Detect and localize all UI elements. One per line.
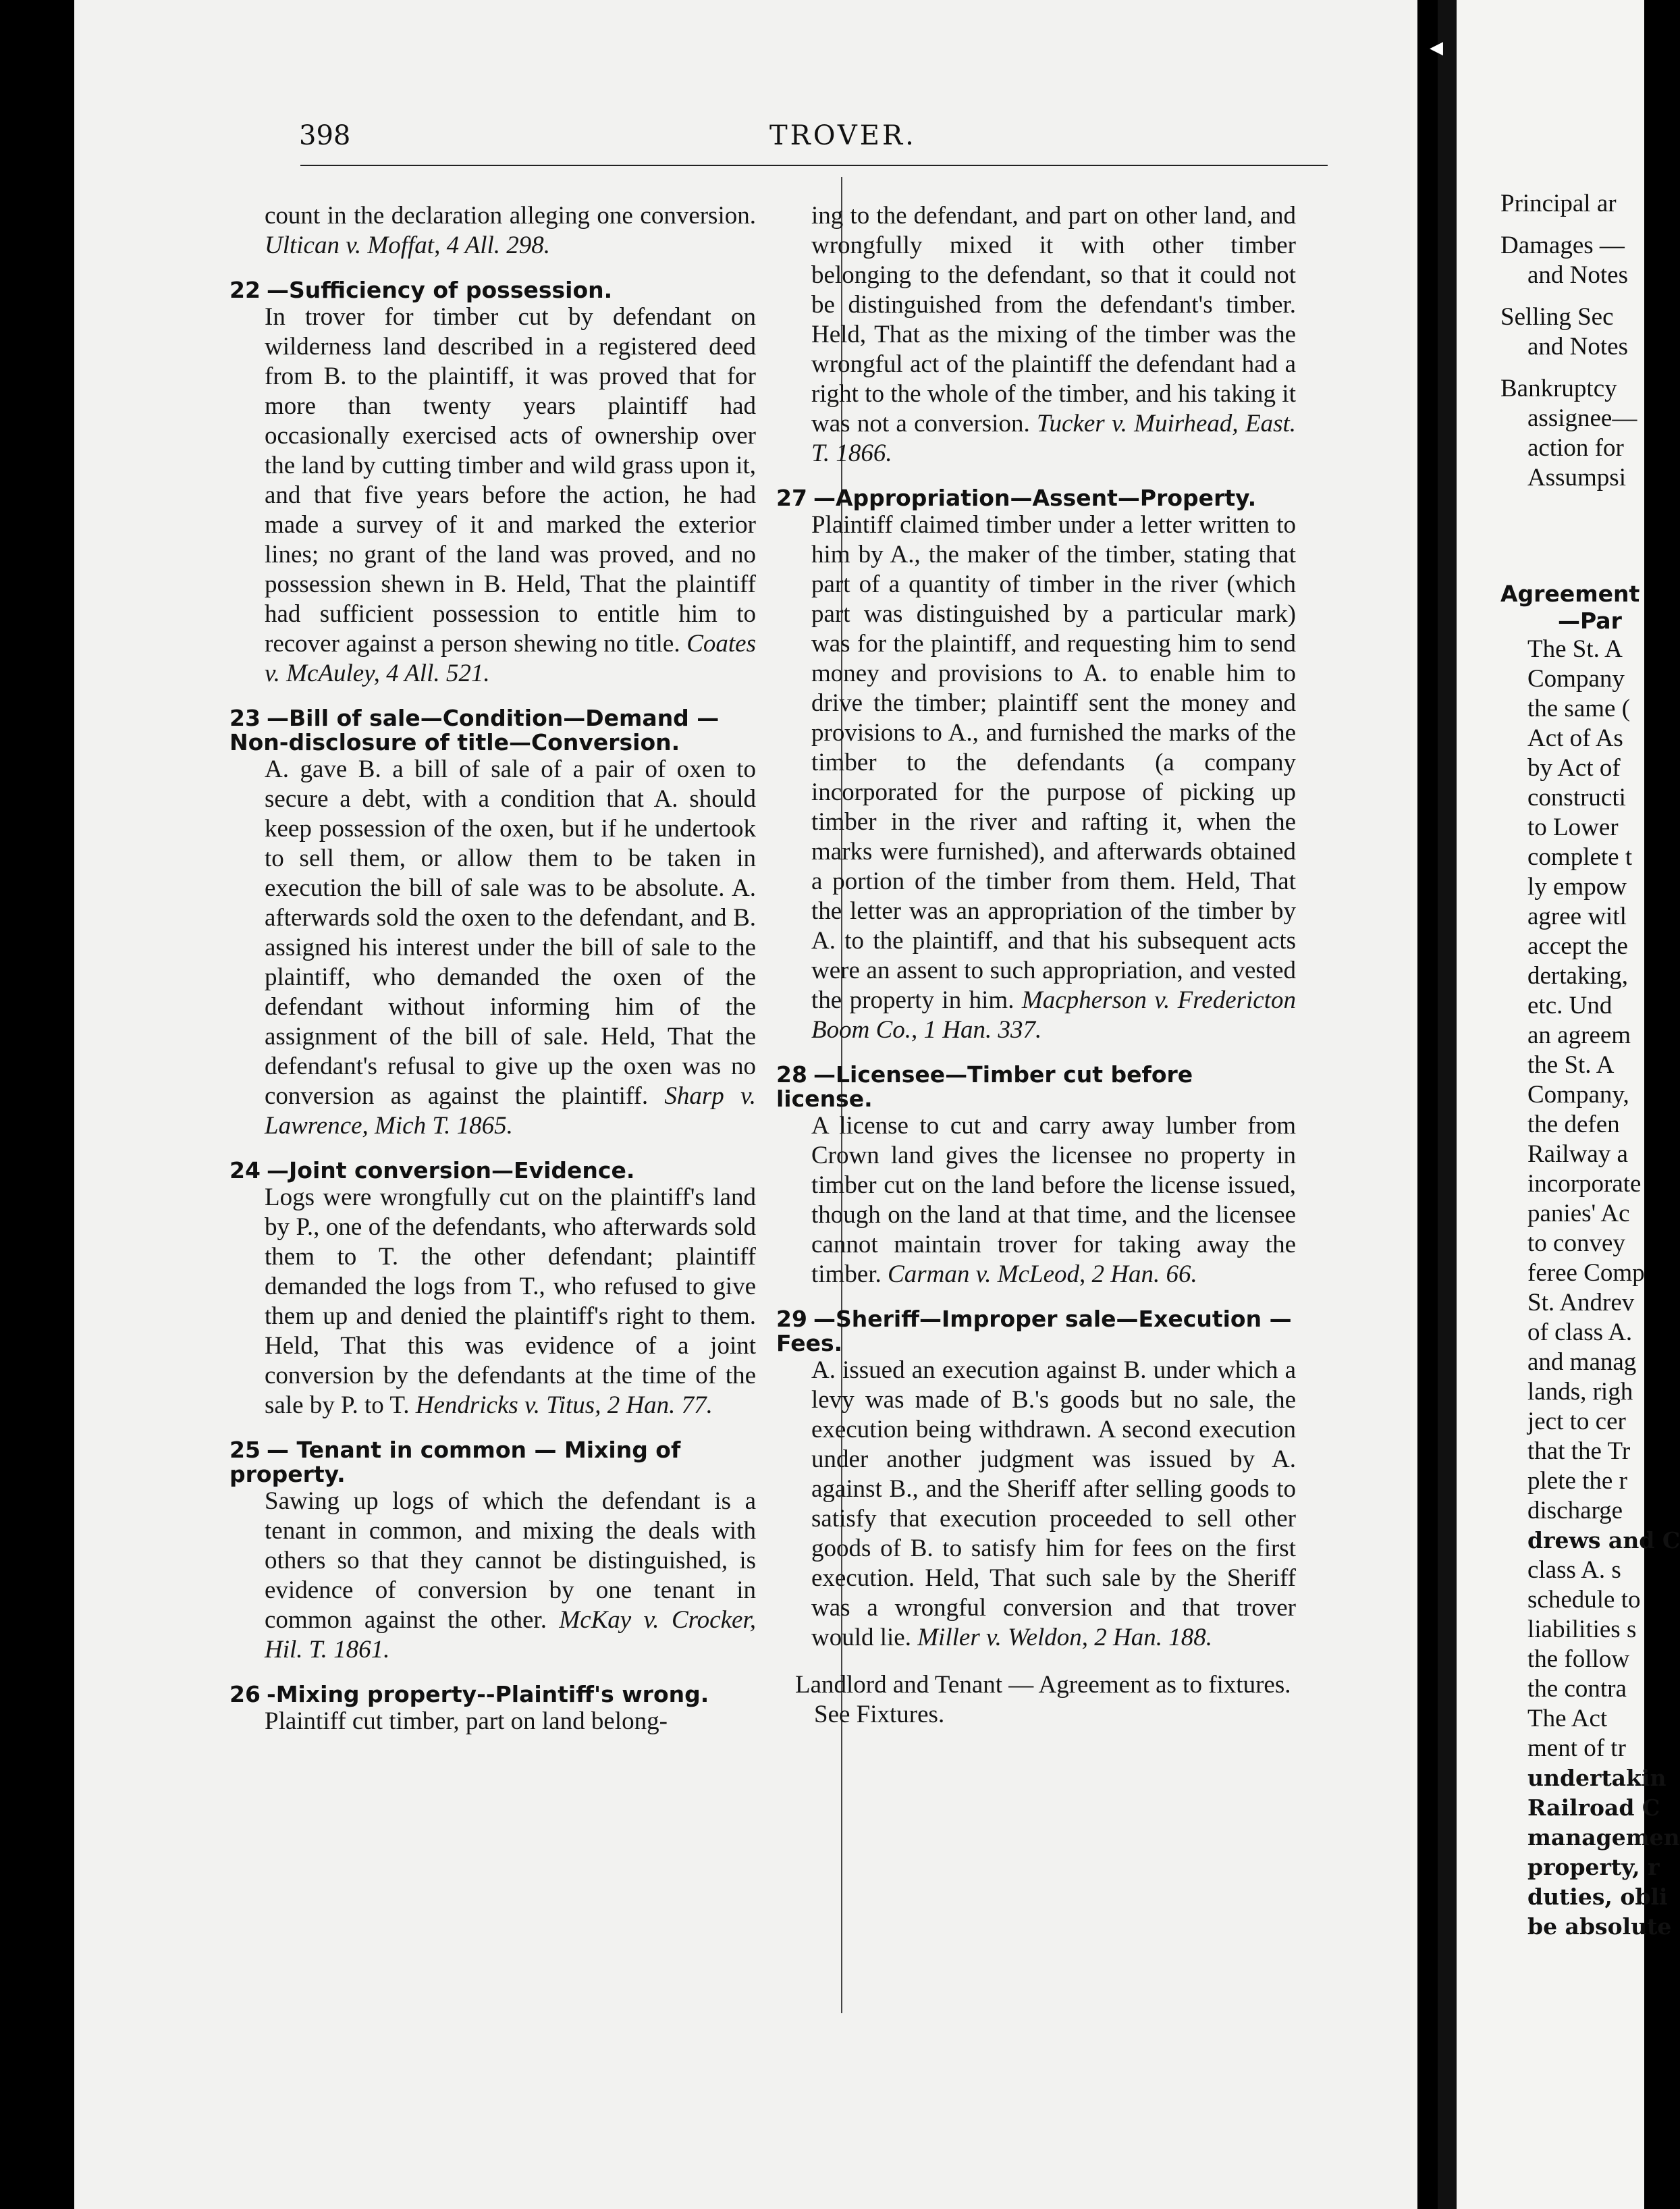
continuation-text: count in the declaration alleging one conversion. Ultican v. Moffat, 4 All. 298.: [265, 202, 756, 259]
facing-body-line: Railway a: [1527, 1140, 1628, 1168]
facing-body-line: the contra: [1527, 1675, 1627, 1703]
facing-body-line: to Lower: [1527, 814, 1619, 841]
header-rule: [300, 165, 1328, 166]
left-page: [74, 0, 1417, 2209]
page-header: [74, 115, 1417, 162]
entry-heading: 28 —Licensee—Timber cut before license.: [776, 1061, 1193, 1112]
entry-number: 24: [229, 1157, 261, 1183]
case-citation: Sharp v. Lawrence, Mich T. 1865.: [265, 1082, 757, 1140]
facing-body-line: of class A.: [1527, 1319, 1633, 1346]
facing-body-line: St. Andrev: [1527, 1289, 1635, 1316]
entry-body: A. gave B. a bill of sale of a pair of oxen to secure a debt, with a condition that A. should keep possession of the oxen, but if he undertook to sell them, or allow them to be taken in execution the bill of sale was to be absolute. A. afterwards sold the oxen to the defendant, and B. assigned his interest under the bill of sale to the plaintiff, who demanded the oxen of the defendant without informing him of the assignment of the bill of sale. Held, That the defendant's refusal to give up the oxen was no conversion as against the plaintiff. Sharp v. Lawrence, Mich T. 1865.: [265, 755, 757, 1140]
entry-heading: 23 —Bill of sale—Condition—Demand —Non-disclosure of title—Conversion.: [229, 705, 720, 755]
facing-body-line: Railroad C: [1527, 1794, 1660, 1821]
facing-body-line: class A. s: [1527, 1556, 1621, 1584]
facing-body-line: the St. A: [1527, 1051, 1615, 1079]
facing-body-line: lands, righ: [1527, 1378, 1633, 1406]
facing-body-line: an agreem: [1527, 1021, 1631, 1049]
right-column: [776, 201, 1296, 1730]
facing-body-line: the follow: [1527, 1645, 1630, 1673]
facing-body-line: dertaking,: [1527, 962, 1628, 990]
facing-body-line: drews and C: [1527, 1527, 1680, 1553]
entry-25: [229, 1438, 756, 1665]
facing-line: Damages —: [1500, 232, 1625, 259]
entry-body: Plaintiff claimed timber under a letter written to him by A., the maker of the timber, stating that part of a quantity of timber in the river (which part was distinguished by a particular mark) was for the plaintiff, and requesting him to send money and provisions to A. to enable him to drive the timber; plaintiff sent the money and provisions to A., and furnished the marks of the timber to the defendants (a company incorporated for the purpose of picking up timber in the river and rafting it, when the marks were furnished), and afterwards obtained a portion of the timber from them. Held, That the letter was an appropriation of the timber by A. to the plaintiff, and that his subsequent acts were an assent to such appropriation, and vested the property in him. Macpherson v. Fredericton Boom Co., 1 Han. 337.: [811, 511, 1297, 1044]
facing-body-line: to convey: [1527, 1229, 1625, 1257]
page-number: 398: [299, 120, 351, 151]
entry-heading: 24 —Joint conversion—Evidence.: [229, 1157, 635, 1183]
continuation-text: ing to the defendant, and part on other land, and wrongfully mixed it with other timber belonging to the defendant, so that it could not be distinguished from the defendant's timber. Held, That as the mixing of the timber was the wrongful act of the plaintiff the defendant had a right to the whole of the timber, and his taking it was not a conversion. Tucker v. Muirhead, East. T. 1866.: [811, 202, 1296, 467]
facing-body-line: the defen: [1527, 1111, 1620, 1138]
case-citation: Ultican v. Moffat, 4 All. 298.: [265, 232, 551, 259]
left-column: [229, 201, 756, 1754]
facing-page: [1457, 0, 1680, 2209]
cross-reference: Landlord and Tenant — Agreement as to fixtures. See Fixtures.: [795, 1671, 1291, 1728]
running-title: TROVER.: [769, 120, 917, 151]
facing-body-line: Act of As: [1527, 724, 1623, 752]
page-gutter: [1438, 0, 1458, 2209]
facing-body-line: agree witl: [1527, 903, 1627, 930]
entry-heading: 25 — Tenant in common — Mixing of property.: [229, 1437, 681, 1487]
facing-line: Selling Sec: [1500, 303, 1614, 331]
facing-body-line: plete the r: [1527, 1467, 1627, 1495]
facing-body-line: duties, obli: [1527, 1884, 1668, 1910]
facing-heading: —Par: [1558, 608, 1622, 634]
facing-line: Bankruptcy: [1500, 375, 1617, 402]
facing-body-line: ject to cer: [1527, 1408, 1626, 1435]
entry-28: [776, 1063, 1296, 1289]
facing-line: and Notes: [1527, 261, 1628, 289]
facing-body-line: accept the: [1527, 932, 1628, 960]
entry-heading: 22 —Sufficiency of possession.: [229, 277, 613, 303]
facing-body-line: that the Tr: [1527, 1437, 1631, 1465]
entry-body: Logs were wrongfully cut on the plaintiff's land by P., one of the defendants, who afterwards sold them to T. the other defendant; plaintiff demanded the logs from T., who refused to give them up and denied the plaintiff's right to them. Held, That this was evidence of a joint conversion by the defendants at the time of the sale by P. to T. Hendricks v. Titus, 2 Han. 77.: [265, 1183, 756, 1419]
facing-body-line: The Act: [1527, 1705, 1608, 1732]
facing-body-line: panies' Ac: [1527, 1200, 1630, 1227]
case-citation: Macpherson v. Fredericton Boom Co., 1 Han. 337.: [811, 986, 1297, 1044]
entry-heading: 27 —Appropriation—Assent—Property.: [776, 485, 1257, 511]
entry-body: Plaintiff cut timber, part on land belong-: [265, 1707, 668, 1735]
facing-body-line: Company,: [1527, 1081, 1629, 1109]
case-citation: Miller v. Weldon, 2 Han. 188.: [917, 1624, 1212, 1651]
facing-body-line: ly empow: [1527, 873, 1627, 901]
facing-heading: Agreement: [1500, 581, 1640, 607]
facing-body-line: Company: [1527, 665, 1625, 693]
facing-body-line: undertakin: [1527, 1765, 1667, 1791]
entry-body: A license to cut and carry away lumber from Crown land gives the licensee no property in timber cut on the land before the license issued, though on the land at that time, and the licensee cannot maintain trover for taking away the timber. Carman v. McLeod, 2 Han. 66.: [811, 1112, 1296, 1288]
entry-27: [776, 486, 1296, 1045]
facing-body-line: schedule to: [1527, 1586, 1641, 1614]
entry-body: A. issued an execution against B. under which a levy was made of B.'s goods but no sale, the execution being withdrawn. A second execution under another judgment was issued by A. against B., and the Sheriff after selling goods to satisfy that execution proceeded to sell other goods of B. to satisfy him for fees on the first execution. Held, That such sale by the Sheriff was a wrongful conversion and that trover would lie. Miller v. Weldon, 2 Han. 188.: [811, 1356, 1296, 1651]
entry-26: [229, 1682, 756, 1736]
facing-body-line: managemen: [1527, 1824, 1680, 1851]
facing-body-line: The St. A: [1527, 635, 1623, 663]
case-citation: Hendricks v. Titus, 2 Han. 77.: [415, 1391, 713, 1419]
facing-body-line: by Act of: [1527, 754, 1621, 782]
entry-heading: 29 —Sheriff—Improper sale—Execution —Fees.: [776, 1306, 1292, 1356]
facing-body-line: discharge: [1527, 1497, 1623, 1524]
facing-body-line: constructi: [1527, 784, 1626, 811]
entry-number: 26: [229, 1681, 261, 1707]
case-citation: McKay v. Crocker, Hil. T. 1861.: [265, 1606, 756, 1664]
entry-number: 29: [776, 1306, 807, 1332]
entry-body: Sawing up logs of which the defendant is a tenant in common, and mixing the deals with others so that they cannot be distinguished, is evidence of conversion by one tenant in common against the other. McKay v. Crocker, Hil. T. 1861.: [265, 1487, 756, 1664]
facing-body-line: be absolute: [1527, 1913, 1672, 1940]
facing-line: assignee—: [1527, 404, 1637, 432]
facing-body-line: the same (: [1527, 695, 1631, 722]
entry-number: 25: [229, 1437, 261, 1463]
entry-23: [229, 706, 756, 1141]
entry-29: [776, 1307, 1296, 1653]
entry-number: 23: [229, 705, 261, 731]
entry-number: 28: [776, 1061, 807, 1088]
entry-heading: 26 -Mixing property--Plaintiff's wrong.: [229, 1681, 709, 1707]
entry-number: 27: [776, 485, 807, 511]
case-citation: Tucker v. Muirhead, East. T. 1866.: [811, 410, 1296, 467]
facing-body-line: and manag: [1527, 1348, 1637, 1376]
facing-line: Principal ar: [1500, 190, 1617, 217]
facing-body-line: feree Comp: [1527, 1259, 1645, 1287]
facing-body-line: complete t: [1527, 843, 1633, 871]
case-citation: Carman v. McLeod, 2 Han. 66.: [888, 1260, 1197, 1288]
facing-body-line: etc. Und: [1527, 992, 1613, 1019]
facing-line: action for: [1527, 434, 1624, 462]
case-citation: Coates v. McAuley, 4 All. 521.: [265, 630, 756, 687]
facing-body-line: property, r: [1527, 1854, 1660, 1880]
entry-number: 22: [229, 277, 261, 303]
facing-line: and Notes: [1527, 333, 1628, 361]
entry-body: In trover for timber cut by defendant on wilderness land described in a registered deed from B. to the plaintiff, it was proved that for more than twenty years plaintiff had occasionally exercised acts of ownership over the land by cutting timber and wild grass upon it, and that five years before the action, he had made a survey of it and marked the exterior lines; no grant of the land was proved, and no possession shewn in B. Held, That the plaintiff had sufficient possession to entitle him to recover against a person shewing no title. Coates v. McAuley, 4 All. 521.: [265, 303, 756, 687]
gutter-mark-icon: ◀: [1430, 38, 1443, 58]
facing-page-text: [1500, 189, 1680, 1942]
facing-body: [1500, 635, 1680, 1942]
facing-body-line: liabilities s: [1527, 1616, 1637, 1643]
facing-line: Assumpsi: [1527, 464, 1626, 491]
entry-24: [229, 1159, 756, 1420]
facing-body-line: incorporate: [1527, 1170, 1642, 1198]
entry-22: [229, 278, 756, 689]
facing-body-line: ment of tr: [1527, 1734, 1626, 1762]
